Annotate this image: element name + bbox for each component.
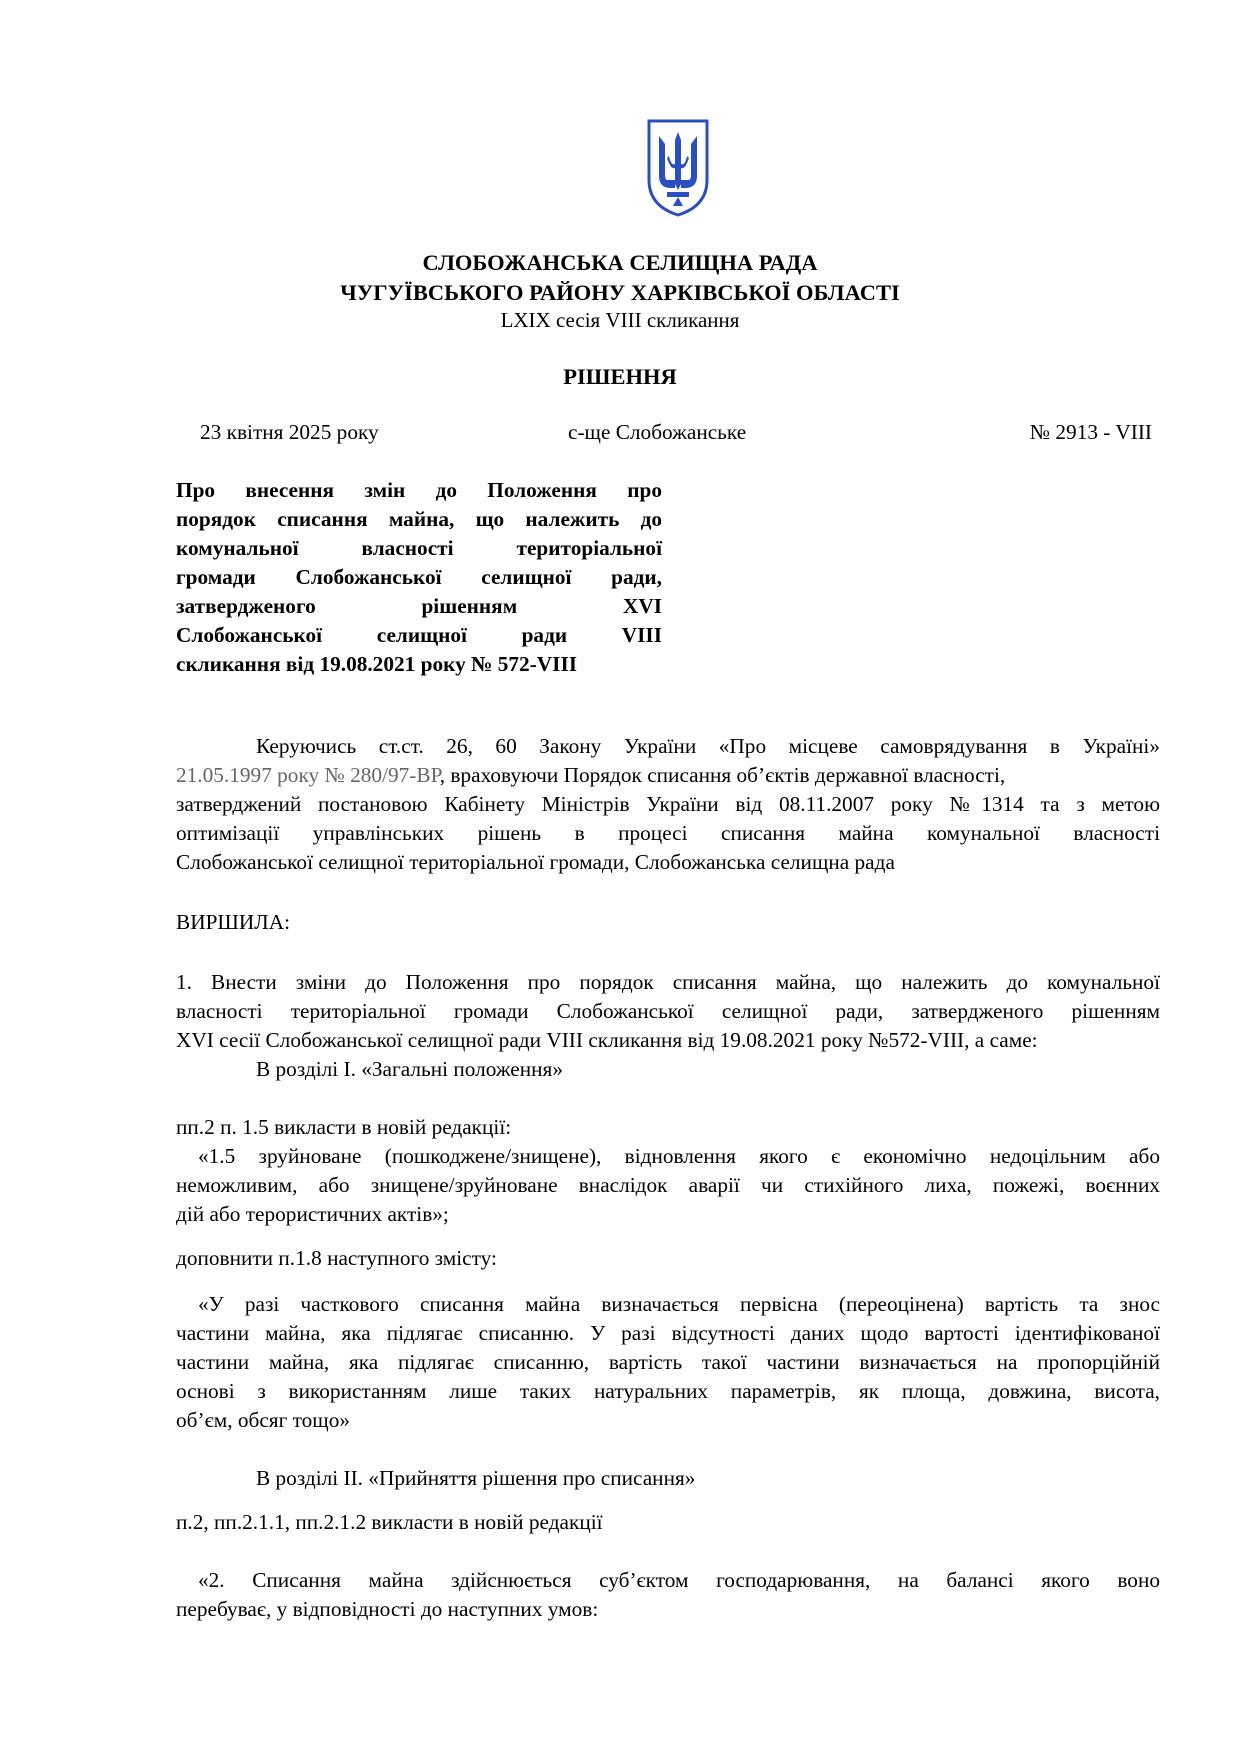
title-line: скликання від 19.08.2021 року № 572-VIII	[176, 652, 578, 676]
decision-number: № 2913 - VIII	[1029, 420, 1152, 444]
title-line: комунальної власності територіальної	[176, 536, 662, 560]
council-name: СЛОБОЖАНСЬКА СЕЛИЩНА РАДА	[422, 250, 818, 275]
document-type: РІШЕННЯ	[563, 364, 677, 389]
decision-date: 23 квітня 2025 року	[200, 420, 379, 444]
p2-intro: п.2, пп.2.1.1, пп.2.1.2 викласти в новій редакції	[176, 1510, 603, 1534]
title-line: затвердженого рішенням XVI	[176, 594, 662, 618]
decided-heading: ВИРШИЛА:	[176, 910, 291, 934]
law-reference: 21.05.1997 року № 280/97-ВР	[176, 763, 440, 787]
item1-line: власності територіальної громади Слобожанської селищної ради, затвердженого рішенням	[176, 999, 1160, 1023]
p2-line: перебуває, у відповідності до наступних умов:	[176, 1597, 599, 1621]
p2-line: «2. Списання майна здійснюється суб’єктом господарювання, на балансі якого воно	[198, 1568, 1160, 1592]
p15-line: неможливим, або знищене/зруйноване внаслідок аварії чи стихійного лиха, пожежі, воєнних	[176, 1173, 1160, 1197]
section2-heading: В розділі ІІ. «Прийняття рішення про списання»	[256, 1466, 696, 1490]
title-line: Слобожанської селищної ради VIII	[176, 623, 662, 647]
item1-line: 1. Внести зміни до Положення про порядок списання майна, що належить до комунальної	[176, 970, 1160, 994]
preamble-line: 21.05.1997 року № 280/97-ВР, враховуючи Порядок списання об’єктів державної власності,	[176, 763, 1006, 787]
p18-intro: доповнити п.1.8 наступного змісту:	[176, 1246, 497, 1270]
p18-line: основі з використанням лише таких натуральних параметрів, як площа, довжина, висота,	[176, 1379, 1160, 1403]
title-line: порядок списання майна, що належить до	[176, 507, 662, 531]
preamble-line: оптимізації управлінських рішень в процесі списання майна комунальної власності	[176, 821, 1160, 845]
p18-line: частини майна, яка підлягає списанню, вартість такої частини визначається на пропорційній	[176, 1350, 1160, 1374]
title-line: громади Слобожанської селищної ради,	[176, 565, 662, 589]
p15-intro: пп.2 п. 1.5 викласти в новій редакції:	[176, 1115, 512, 1139]
p15-line: «1.5 зруйноване (пошкоджене/знищене), відновлення якого є економічно недоцільним або	[198, 1144, 1160, 1168]
coat-of-arms-icon	[645, 118, 711, 218]
p15-line: дій або терористичних актів»;	[176, 1202, 449, 1226]
session-info: LXIX сесія VIII скликання	[500, 308, 740, 332]
title-line: Про внесення змін до Положення про	[176, 478, 662, 502]
preamble-line: Слобожанської селищної територіальної громади, Слобожанська селищна рада	[176, 850, 895, 874]
p18-line: об’єм, обсяг тощо»	[176, 1408, 351, 1432]
section1-heading: В розділі І. «Загальні положення»	[256, 1057, 563, 1081]
decision-place: с-ще Слобожанське	[568, 420, 747, 444]
preamble-line: Керуючись ст.ст. 26, 60 Закону України «Про місцеве самоврядування в Україні»	[256, 734, 1160, 758]
preamble-line: затверджений постановою Кабінету Міністрів України від 08.11.2007 року №1314 та з метою	[176, 792, 1160, 816]
p18-line: «У разі часткового списання майна визначається первісна (переоцінена) вартість та знос	[198, 1292, 1160, 1316]
item1-line: XVI сесії Слобожанської селищної ради VIII скликання від 19.08.2021 року №572-VIII, а саме:	[176, 1028, 1038, 1052]
p18-line: частини майна, яка підлягає списанню. У разі відсутності даних щодо вартості ідентифікованої	[176, 1321, 1160, 1345]
district-name: ЧУГУЇВСЬКОГО РАЙОНУ ХАРКІВСЬКОЇ ОБЛАСТІ	[340, 280, 900, 305]
